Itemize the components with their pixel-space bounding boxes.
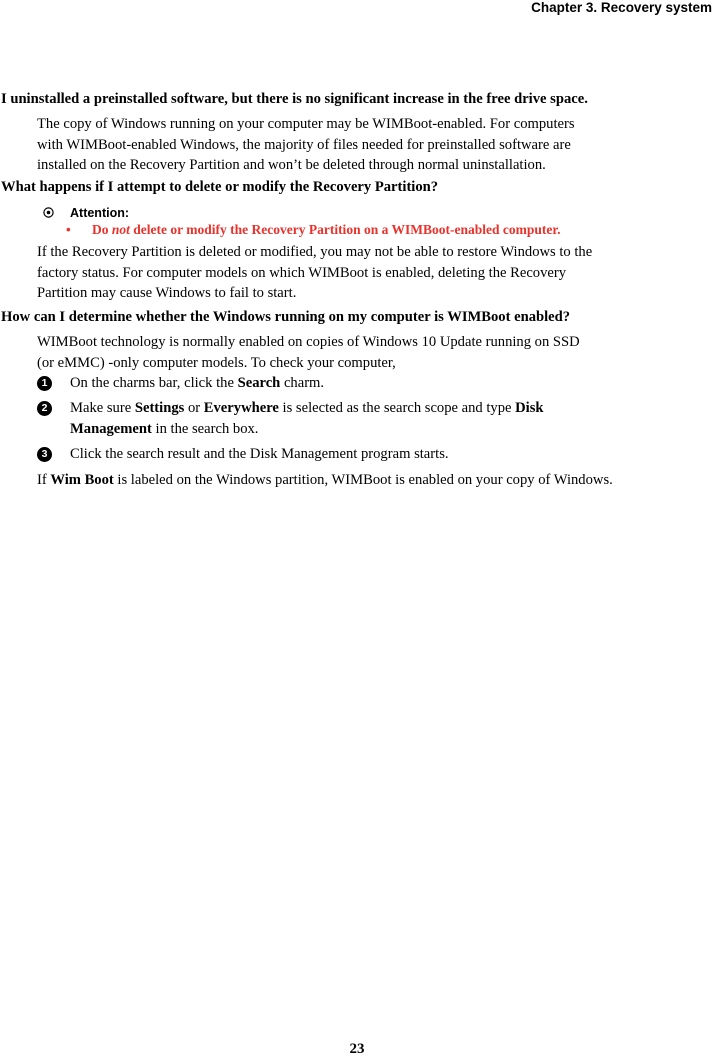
body-line: Partition may cause Windows to fail to start. (37, 285, 297, 301)
section-intro-wimboot-check (37, 332, 709, 373)
disk-term: Disk (515, 400, 544, 416)
section-heading-free-space: I uninstalled a preinstalled software, but there is no significant increase in the free drive space. (1, 91, 588, 107)
page-number: 23 (349, 1041, 365, 1057)
section-body-free-space (37, 114, 709, 176)
wim-boot-term: Wim Boot (50, 472, 114, 488)
search-term: Search (237, 375, 281, 391)
attention-do: Do (92, 222, 109, 237)
management-term: Management (70, 420, 152, 437)
body-line: installed on the Recovery Partition and won’t be deleted through normal uninstallation. (37, 157, 546, 173)
step-number-2-icon: 2 (37, 401, 52, 416)
body-line: (or eMMC) -only computer models. To check your computer, (37, 354, 396, 371)
attention-rest: delete or modify the Recovery Partition on a WIMBoot-enabled computer. (133, 222, 561, 237)
attention-not: not (111, 222, 130, 237)
bullet-icon: • (66, 222, 71, 237)
chapter-header: Chapter 3. Recovery system (531, 0, 712, 15)
step-number-3-icon: 3 (37, 447, 52, 462)
attention-icon (43, 207, 54, 218)
section-body-recovery-partition (37, 242, 709, 304)
body-line: The copy of Windows running on your computer may be WIMBoot-enabled. For computers (37, 116, 575, 132)
everywhere-term: Everywhere (203, 400, 279, 416)
attention-bullet (66, 222, 560, 238)
step-text: Click the search result and the Disk Management program starts. (70, 446, 449, 462)
section-conclusion: If Wim Boot is labeled on the Windows partition, WIMBoot is enabled on your copy of Windows. (37, 472, 613, 488)
section-heading-wimboot-check: How can I determine whether the Windows running on my computer is WIMBoot enabled? (1, 309, 571, 325)
settings-term: Settings (134, 400, 185, 416)
section-heading-recovery-partition: What happens if I attempt to delete or modify the Recovery Partition? (1, 179, 439, 195)
step-text: Make sure Settings or Everywhere is selected as the search scope and type Disk Management in the search box. (70, 400, 544, 437)
body-line: WIMBoot technology is normally enabled on copies of Windows 10 Update running on SSD (37, 334, 580, 350)
step-number-1-icon: 1 (37, 376, 52, 391)
body-line: with WIMBoot-enabled Windows, the majority of files needed for preinstalled software are (37, 136, 571, 153)
attention-label: Attention: (70, 206, 130, 220)
body-line: factory status. For computer models on which WIMBoot is enabled, deleting the Recovery (37, 264, 567, 281)
body-line: If the Recovery Partition is deleted or modified, you may not be able to restore Windows to the (37, 244, 593, 260)
step-text: On the charms bar, click the Search charm. (70, 375, 325, 391)
